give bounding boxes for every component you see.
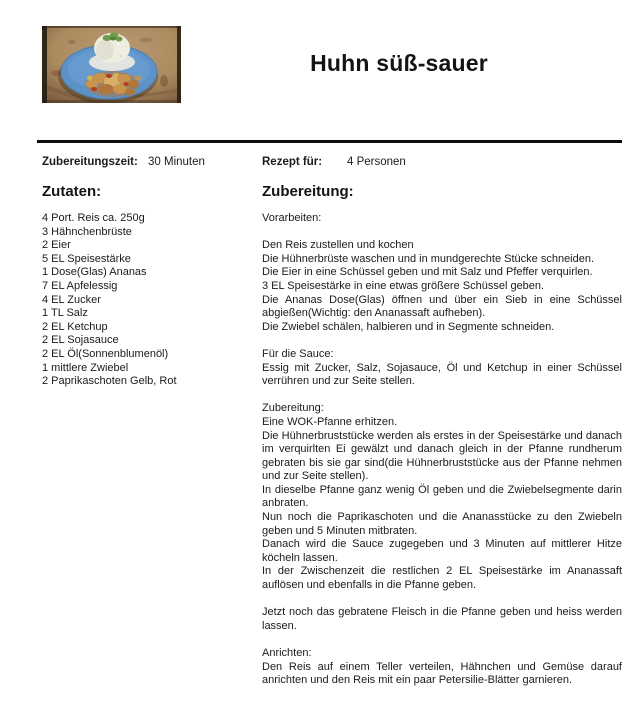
ingredient-item: 1 TL Salz — [42, 307, 88, 320]
prep-time-value: 30 Minuten — [148, 156, 205, 168]
preparation-line: Essig mit Zucker, Salz, Sojasauce, Öl und Ketchup in einer Schüssel verrühren und zur Seite stellen. — [262, 361, 622, 388]
ingredient-item: 7 EL Apfelessig — [42, 279, 118, 292]
ingredients-section — [42, 183, 254, 389]
serves-label: Rezept für: — [262, 156, 323, 168]
ingredient-item: 1 Dose(Glas) Ananas — [42, 266, 147, 279]
preparation-line: Die Ananas Dose(Glas) öffnen und über ein Sieb in eine Schüssel abgießen(Wichtig: den Ananassaft aufheben). — [262, 293, 622, 320]
ingredient-item: 2 EL Öl(Sonnenblumenöl) — [42, 347, 169, 360]
ingredient-item: 2 Paprikaschoten Gelb, Rot — [42, 375, 177, 388]
preparation-line — [262, 334, 622, 348]
preparation-line: In der Zwischenzeit die restlichen 2 EL Speisestärke im Ananassaft auflösen und ebenfalls in die Pfanne geben. — [262, 565, 622, 592]
preparation-line: Eine WOK-Pfanne erhitzen. — [262, 415, 398, 428]
preparation-line: Nun noch die Paprikaschoten und die Ananasstücke zu den Zwiebeln geben und 5 Minuten mitbraten. — [262, 511, 622, 537]
preparation-line — [262, 593, 622, 607]
serves-value: 4 Personen — [347, 156, 406, 168]
preparation-heading: Zubereitung: — [262, 183, 354, 200]
preparation-line: In dieselbe Pfanne ganz wenig Öl geben und die Zwiebelsegmente darin anbraten. — [262, 483, 622, 510]
preparation-line: Für die Sauce: — [262, 347, 334, 360]
ingredients-heading: Zutaten: — [42, 183, 102, 200]
preparation-line — [262, 633, 622, 647]
ingredient-item: 4 Port. Reis ca. 250g — [42, 212, 145, 224]
prep-time-label: Zubereitungszeit: — [42, 156, 138, 168]
divider-line — [37, 140, 622, 143]
preparation-line: Vorarbeiten: — [262, 212, 322, 224]
ingredient-item: 3 Hähnchenbrüste — [42, 225, 132, 238]
preparation-line — [262, 389, 622, 403]
preparation-text — [262, 212, 622, 688]
preparation-line: Anrichten: — [262, 647, 312, 659]
preparation-line: Den Reis zustellen und kochen — [262, 239, 414, 252]
preparation-section — [262, 183, 622, 688]
ingredients-list — [42, 212, 254, 389]
preparation-line: Jetzt noch das gebratene Fleisch in die Pfanne geben und heiss werden lassen. — [262, 606, 622, 632]
preparation-line: Die Zwiebel schälen, halbieren und in Segmente schneiden. — [262, 320, 555, 333]
ingredient-item: 1 mittlere Zwiebel — [42, 361, 129, 374]
preparation-line — [262, 226, 622, 240]
ingredient-item: 2 EL Sojasauce — [42, 334, 119, 347]
ingredient-item: 2 EL Ketchup — [42, 320, 108, 333]
ingredient-item: 4 EL Zucker — [42, 293, 101, 306]
preparation-line: Danach wird die Sauce zugegeben und 3 Minuten auf mittlerer Hitze köcheln lassen. — [262, 538, 622, 564]
preparation-line: Zubereitung: — [262, 402, 324, 415]
preparation-line: Die Hühnerbruststücke werden als erstes in der Speisestärke und danach im verquirlten Ei gewälzt und danach gleich in der Pfanne rundherum gebraten bis sie gar sind(die Hühnerbruststücke aus der Pfanne nehmen und zur Seite stellen). — [262, 429, 622, 483]
recipe-photo — [42, 26, 181, 103]
preparation-line: Die Eier in eine Schüssel geben und mit Salz und Pfeffer verquirlen. — [262, 266, 593, 279]
meta-row — [0, 156, 634, 172]
page-title: Huhn süß-sauer — [310, 50, 488, 76]
ingredient-item: 5 EL Speisestärke — [42, 252, 131, 265]
preparation-line: 3 EL Speisestärke in eine etwas größere Schüssel geben. — [262, 279, 545, 292]
ingredient-item: 2 Eier — [42, 239, 71, 252]
preparation-line: Die Hühnerbrüste waschen und in mundgerechte Stücke schneiden. — [262, 252, 595, 265]
preparation-line: Den Reis auf einem Teller verteilen, Hähnchen und Gemüse darauf anrichten und den Reis mit ein paar Petersilie-Blätter garnieren. — [262, 660, 622, 687]
